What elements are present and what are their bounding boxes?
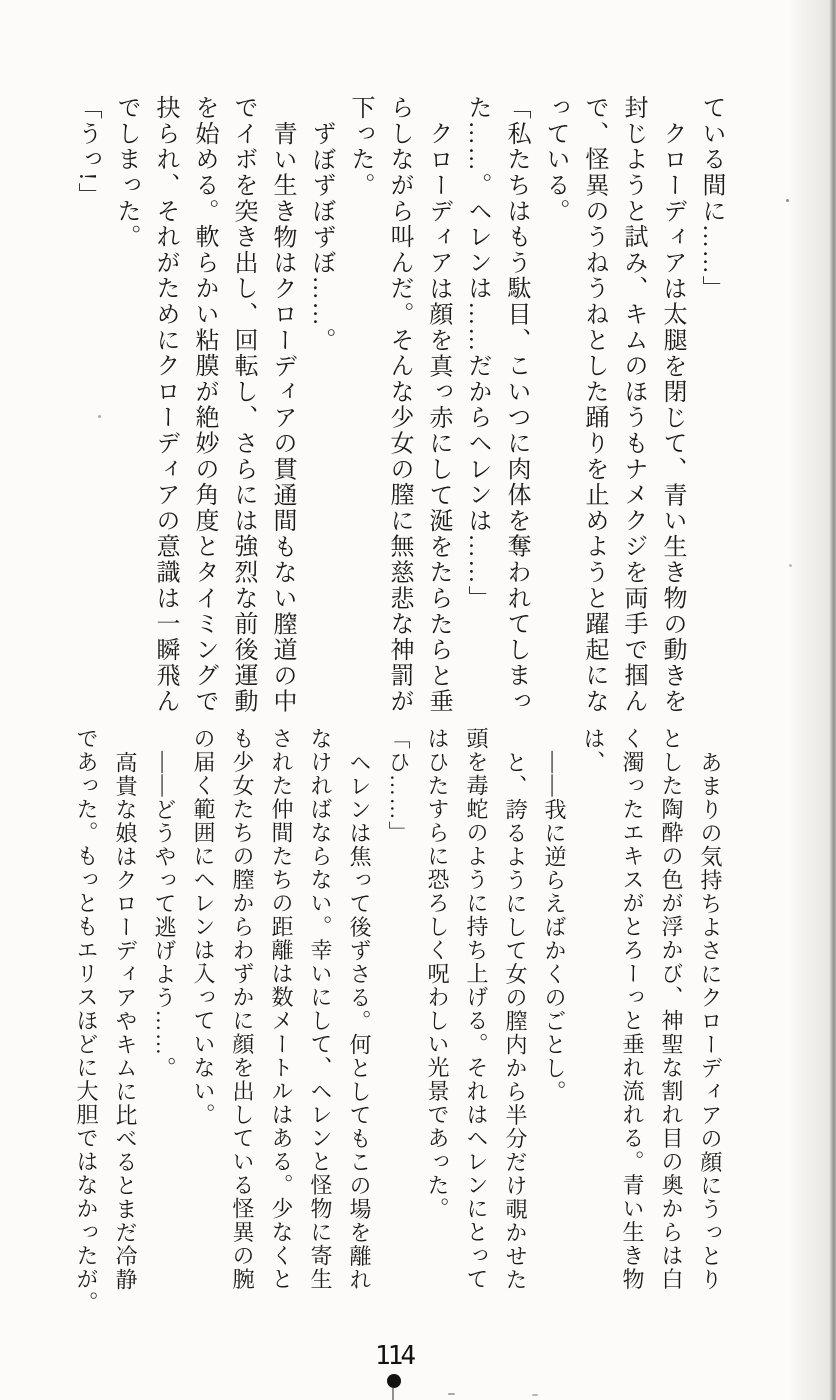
text-line: であった。もっともエリスほどに大胆ではなかったが。 (74, 727, 99, 1315)
text-line: く濁ったエキスがとろーっと垂れ流れる。青い生き物 (620, 727, 645, 1291)
text-line: ——どうやって逃げよう……。 (152, 750, 177, 1080)
text-line: とした陶酔の色が浮かび、神聖な割れ目の奥からは白 (659, 727, 684, 1291)
text-line: ヘレンは焦って後ずさる。何としてもこの場を離れ (347, 750, 372, 1291)
text-line: っている。 (542, 95, 568, 224)
text-line: 頭を毒蛇のように持ち上げる。それはヘレンにとって (464, 727, 489, 1291)
text-line: は、 (581, 727, 606, 774)
scan-edge-shadow (788, 0, 836, 1400)
text-line: でしまった。 (113, 95, 139, 250)
text-line: ている間に……」 (698, 95, 724, 302)
upper-text-block (67, 95, 730, 720)
text-line: 青い生き物はクローディアの貫通間もない膣道の中 (269, 120, 295, 715)
text-line: で、怪異のうねうねとした踊りを止めようと躍起にな (581, 95, 607, 715)
text-line: 抉られ、それがためにクローディアの意識は一瞬飛ん (152, 95, 178, 715)
text-line: 「私たちはもう駄目、こいつに肉体を奪われてしまっ (503, 95, 529, 715)
lower-text-block (67, 727, 730, 1319)
scan-speck (98, 415, 101, 418)
text-line: の届く範囲にヘレンは入っていない。 (191, 727, 216, 1127)
scan-speck (448, 1393, 455, 1395)
text-line: 下った。 (347, 95, 373, 199)
scan-speck (786, 199, 789, 202)
text-line: を始める。軟らかい粘膜が絶妙の角度とタイミングで (191, 95, 217, 715)
text-line: 封じようと試み、キムのほうもナメクジを両手で掴ん (620, 95, 646, 715)
text-line: なければならない。幸いにして、ヘレンと怪物に寄生 (308, 727, 333, 1291)
text-line: ——我に逆らえばかくのごとし。 (542, 750, 567, 1103)
text-line: あまりの気持ちよさにクローディアの顔にうっとり (698, 750, 723, 1291)
page-number: 114 (375, 1341, 413, 1371)
text-line: 「うっ!」 (74, 95, 100, 208)
text-line: と、誇るようにして女の膣内から半分だけ覗かせた (503, 750, 528, 1291)
binding-dot-tail (392, 1387, 394, 1400)
text-line: も少女たちの膣からわずかに顔を出している怪異の腕 (230, 727, 255, 1291)
text-line: クローディアは太腿を閉じて、青い生き物の動きを (659, 120, 685, 715)
text-line: らしながら叫んだ。そんな少女の膣に無慈悲な神罰が (386, 95, 412, 715)
text-line: 「ひ……」 (386, 727, 411, 845)
text-line: はひたすらに恐ろしく呪わしい光景であった。 (425, 727, 450, 1221)
text-line: でイボを突き出し、回転し、さらには強烈な前後運動 (230, 95, 256, 715)
text-line: クローディアは顔を真っ赤にして涎をたらたらと垂 (425, 120, 451, 715)
text-line: ずぼずぼずぼ……。 (308, 120, 334, 353)
scan-speck (789, 564, 792, 567)
binding-dot-mark (387, 1374, 401, 1388)
text-line: た……。ヘレンは……だからヘレンは……」 (464, 95, 490, 611)
text-line: 高貴な娘はクローディアやキムに比べるとまだ冷静 (113, 750, 138, 1291)
text-line: された仲間たちの距離は数メートルはある。少なくと (269, 727, 294, 1291)
scan-speck (532, 1394, 538, 1396)
